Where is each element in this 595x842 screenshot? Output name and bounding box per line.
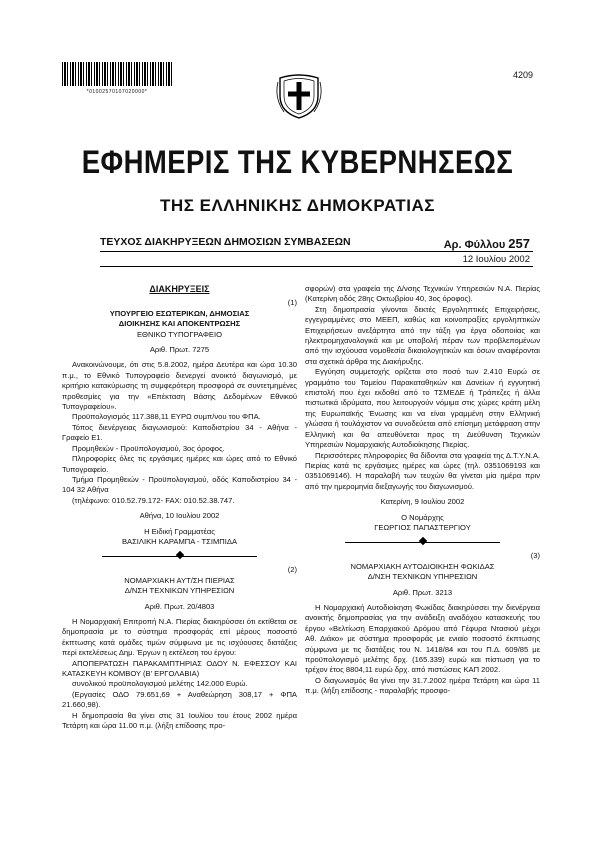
notice-2-signatory-title: Ο Νομάρχης [401, 512, 444, 522]
notice-number-3: (3) [530, 551, 540, 561]
notice-2-paragraph: (Εργασίες ΟΔΟ 79.651,69 + Αναθεώρηση 308,17 + ΦΠΑ 21.660,98). [62, 689, 297, 710]
header-rule-top [100, 251, 533, 252]
notice-1-paragraph: Τμήμα Προμηθειών - Προϋπολογισμού, οδός Καποδιστρίου 34 - 104 32 Αθήνα [62, 474, 297, 495]
notice-1-signatory-name: ΒΑΣΙΛΙΚΗ ΚΑΡΑΜΠΑ - ΤΣΙΜΠΙΔΑ [121, 536, 238, 546]
issue-number-value: 257 [508, 236, 530, 251]
notice-1-org-line: ΥΠΟΥΡΓΕΙΟ ΕΣΩΤΕΡΙΚΩΝ, ΔΗΜΟΣΙΑΣ [109, 308, 250, 318]
notice-1-paragraph: Προμηθειών - Προϋπολογισμού, 3ος όροφος. [72, 443, 225, 453]
notice-1-paragraph: Ανακοινώνουμε, ότι στις 5.8.2002, ημέρα Δευτέρα και ώρα 10.30 π.μ., το Εθνικό Τυπογραφείο διενεργεί ανοικτό διαγωνισμό, με κριτήριο κατακύρωσης τη συμφερότερη προσφορά σε συντετμημένες προθεσμίες για την «Επέκταση Βάσης Δεδομένων Εθνικού Τυπογραφείου». [62, 360, 297, 412]
notice-1-protocol: Αριθ. Πρωτ. 7275 [149, 345, 210, 355]
notice-2-signatory-name: ΓΕΩΡΓΙΟΣ ΠΑΠΑΣΤΕΡΓΙΟΥ [374, 522, 471, 532]
notice-1-paragraph: Προϋπολογισμός 117.388,11 ΕΥΡΩ συμπ/νου του ΦΠΑ. [72, 412, 261, 422]
page-number: 4209 [512, 70, 533, 80]
notice-3-org-line: ΝΟΜΑΡΧΙΑΚΗ ΑΥΤΟΔΙΟΙΚΗΣΗ ΦΩΚΙΔΑΣ [350, 561, 495, 571]
notice-2-paragraph: Εγγύηση συμμετοχής ορίζεται στο ποσό των 2.410 Ευρώ σε γραμμάτιο του Ταμείου Παρακαταθηκών και Δανείων ή εγγυητική επιστολή που έχει εκδοθεί από το ΤΣΜΕΔΕ ή Τράπεζες ή άλλα πιστωτικά ιδρύματα, που λειτουργούν νόμιμα στις χώρες κράτη μέλη της Ευρωπαϊκής Ένωσης και να είναι γραμμένη στην Ελληνική γλώσσα ή τουλάχιστον να συνοδεύεται από επίσημη μετάφραση στην Ελληνική και θα απευθύνεται προς τη Διεύθυνση Τεχνικών Υπηρεσιών Νομαρχιακής Αυτοδιοίκησης Πιερίας. [305, 367, 540, 450]
barcode-number: *01002570107020000* [86, 89, 148, 95]
notice-3-paragraph: Ο διαγωνισμός θα γίνει την 31.7.2002 ημέρα Τετάρτη και ώρα 11 π.μ. (λήξη επίδοσης - παραλαβής προσφο- [305, 675, 540, 696]
notice-number-2: (2) [287, 565, 297, 575]
notice-2-protocol: Αριθ. Πρωτ. 20/4803 [144, 601, 215, 611]
notice-3-paragraph: Η Νομαρχιακή Αυτοδιοίκηση Φωκίδας διακηρύσσει την διενέργεια ανοικτής δημοπρασίας για την ανάδειξη αναδόχου κατασκευής του έργου «Βελτίωση Επαρχιακού Δρόμου από Γέφυρα Ντασιού μέχρι Αθ. Διάκο» με σύστημα προσφοράς με ενιαίο ποσοστό έκπτωσης σύμφωνα με τις διατάξεις του Ν. 1418/84 και του Π.Δ. 609/85 με προϋπολογισμό μελέτης δρχ. (165.339) ευρώ και πίστωση για το τρέχον έτος 8804,11 ευρώ δρχ. από πιστώσεις ΚΑΠ 2002. [305, 602, 540, 675]
notice-1-signatory-title: Η Ειδική Γραμματέας [144, 526, 215, 536]
coat-of-arms-icon [276, 70, 322, 120]
notice-1-paragraph: Τόπος διενέργειας διαγωνισμού: Καποδιστρίου 34 - Αθήνα - Γραφείο Ε1. [62, 422, 297, 443]
series-row [100, 236, 530, 252]
column-left [62, 284, 297, 731]
issue-number [444, 236, 530, 251]
notice-2-paragraph: Στη δημοπρασία γίνονται δεκτές Εργοληπτικές Επιχειρήσεις, εγγεγραμμένες στο ΜΕΕΠ, καθώς και κοινοπραξίες εργοληπτικών Επιχειρήσεων ανεξάρτητα από την τάξη για έργα οδοποιίας και ηλεκτρομηχανολογικά και με υποβολή πέραν των προβλεπομένων από την ισχύουσα νομοθεσία δικαιολογητικών και όσων αναφέρονται στα σχετικά άρθρα της Διακήρυξης. [305, 304, 540, 366]
notice-2-place-date: Κατερίνη, 9 Ιουλίου 2002 [380, 497, 465, 507]
notice-2-paragraph: Η δημοπρασία θα γίνει στις 31 Ιουλίου του έτους 2002 ημέρα Τετάρτη και ώρα 11.00 π.μ. (λήξη επίδοσης προ- [62, 710, 297, 731]
notice-1-org-line: ΕΘΝΙΚΟ ΤΥΠΟΓΡΑΦΕΙΟ [136, 329, 223, 339]
column-right [305, 284, 540, 697]
notice-3-protocol: Αριθ. Πρωτ. 3213 [392, 587, 453, 597]
notice-1-paragraph: (τηλέφωνο: 010.52.79.172- FAX: 010.52.38.747. [72, 495, 235, 505]
issue-date: 12 Ιουλίου 2002 [462, 254, 530, 265]
gazette-title: ΕΦΗΜΕΡΙΣ ΤΗΣ ΚΥΒΕΡΝΗΣΕΩΣ [81, 144, 514, 180]
notice-2-org-line: ΝΟΜΑΡΧΙΑΚΗ ΑΥΤ/ΣΗ ΠΙΕΡΙΑΣ [124, 575, 235, 585]
notice-2-paragraph: Η Νομαρχιακή Επιτροπή Ν.Α. Πιερίας διακηρύσσει ότι εκτίθεται σε δημοπρασία με το σύστημα προσφοράς επί μέρους ποσοστό έκπτωσης κατά ομάδες τιμών σύμφωνα με τις ισχύουσες διατάξεις περί εκτελέσεως Δημ. Έργων η εκτέλεση του έργου: [62, 616, 297, 658]
notice-separator [305, 537, 540, 547]
notice-number-1: (1) [287, 298, 297, 308]
notice-2-paragraph: σφορών) στα γραφεία της Δ/νσης Τεχνικών Υπηρεσιών Ν.Α. Πιερίας (Κατερίνη οδός 28ης Οκτωβρίου 40, 3ος όροφος). [305, 284, 540, 304]
gazette-subtitle: ΤΗΣ ΕΛΛΗΝΙΚΗΣ ΔΗΜΟΚΡΑΤΙΑΣ [160, 196, 435, 215]
notice-3-org-line: Δ/ΝΣΗ ΤΕΧΝΙΚΩΝ ΥΠΗΡΕΣΙΩΝ [367, 572, 478, 582]
barcode [62, 62, 172, 86]
notice-1-org-line: ΔΙΟΙΚΗΣΗΣ ΚΑΙ ΑΠΟΚΕΝΤΡΩΣΗΣ [118, 319, 241, 329]
section-title: ΔΙΑΚΗΡΥΞΕΙΣ [149, 284, 210, 294]
notice-separator [62, 551, 297, 561]
notice-1-place-date: Αθήνα, 10 Ιουλίου 2002 [139, 511, 220, 521]
notice-2-org-line: Δ/ΝΣΗ ΤΕΧΝΙΚΩΝ ΥΠΗΡΕΣΙΩΝ [124, 586, 235, 596]
header-rule-bottom [100, 266, 533, 267]
notice-2-project-title: ΑΠΟΠΕΡΑΤΩΣΗ ΠΑΡΑΚΑΜΠΤΗΡΙΑΣ ΟΔΟΥ Ν. ΕΦΕΣΣΟΥ ΚΑΙ ΚΑΤΑΣΚΕΥΗ ΚΟΜΒΟΥ (Β' ΕΡΓΟΛΑΒΙΑ) [62, 658, 297, 678]
notice-2-paragraph: Περισσότερες πληροφορίες θα δίδονται στα γραφεία της Δ.Τ.Υ.Ν.Α. Πιερίας κατά τις εργάσιμες ημέρες και ώρες (τηλ. 0351069193 και 0351069146). Η παραλαβή των τευχών θα γίνεται μία ημέρα πριν από την ημερομηνία διεξαγωγής του διαγωνισμού. [305, 450, 540, 491]
notice-1-paragraph: Πληροφορίες όλες τις εργάσιμες ημέρες και ώρες από το Εθνικό Τυπογραφείο. [62, 454, 297, 474]
series-name: ΤΕΥΧΟΣ ΔΙΑΚΗΡΥΞΕΩΝ ΔΗΜΟΣΙΩΝ ΣΥΜΒΑΣΕΩΝ [100, 236, 351, 248]
notice-2-paragraph: συνολικού προϋπολογισμού μελέτης 142.000 Ευρώ. [72, 679, 248, 689]
issue-label: Αρ. Φύλλου [443, 239, 506, 251]
